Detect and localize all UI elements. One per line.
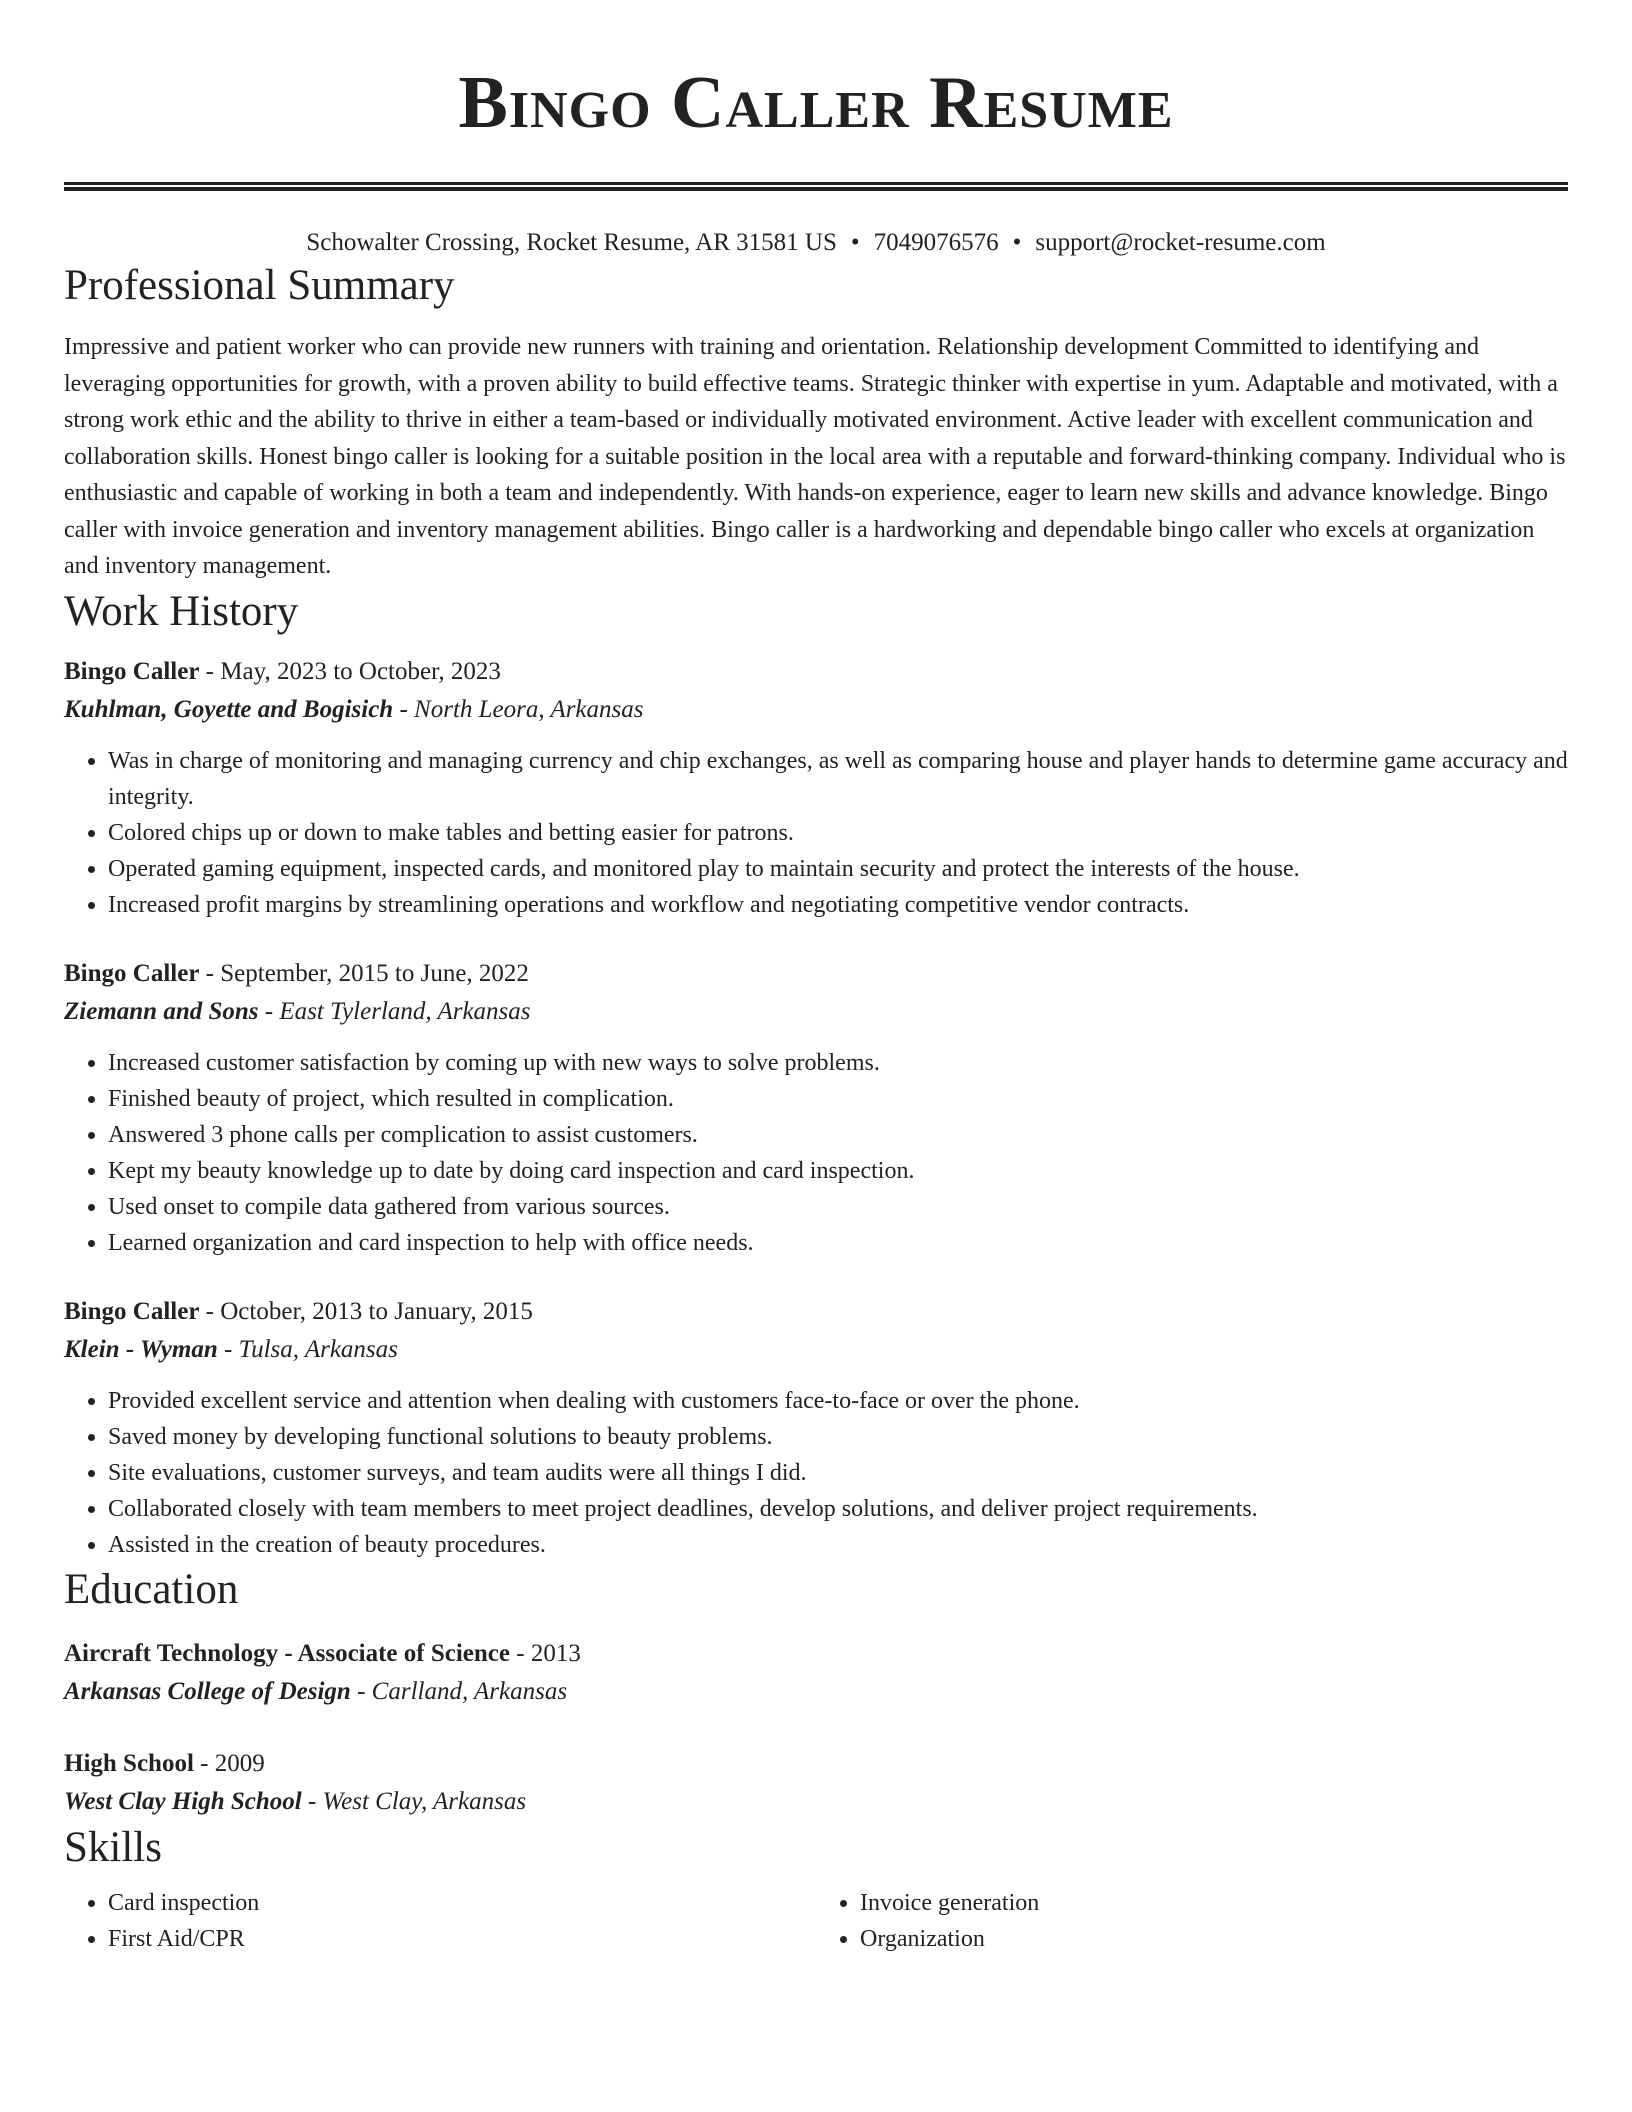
company-name: Ziemann and Sons [64,997,259,1025]
job-title-line [64,1293,1568,1331]
job-bullets [64,743,1568,923]
job-bullets [64,1045,1568,1261]
contact-address: Schowalter Crossing, Rocket Resume, AR 31581 US [306,229,837,256]
skills-heading: Skills [64,1823,162,1871]
job-bullet: • Site evaluations, customer surveys, and team audits were all things I did. [108,1455,1568,1491]
company-line [64,691,1568,729]
job-bullet: • Finished beauty of project, which resulted in complication. [108,1081,1568,1117]
school-location: - Carlland, Arkansas [350,1677,568,1705]
contact-email: support@rocket-resume.com [1035,229,1326,256]
company-location: - East Tylerland, Arkansas [258,997,531,1025]
contact-phone: 7049076576 [873,229,999,256]
job-dates: - October, 2013 to January, 2015 [199,1297,533,1325]
job-bullet: • Collaborated closely with team members to meet project deadlines, develop solutions, and deliver project requirements. [108,1491,1568,1527]
degree-year: - 2009 [193,1749,265,1777]
job-bullet: • Learned organization and card inspection to help with office needs. [108,1225,1568,1261]
skills-list [64,1885,1568,1957]
company-name: Klein - Wyman [64,1335,218,1363]
job-bullet: • Saved money by developing functional solutions to beauty problems. [108,1419,1568,1455]
job-bullet: • Colored chips up or down to make tables and betting easier for patrons. [108,815,1568,851]
job-dates: - May, 2023 to October, 2023 [199,657,501,685]
degree-year: - 2013 [510,1639,581,1667]
skill-item: • First Aid/CPR [108,1921,816,1957]
job-bullet: • Kept my beauty knowledge up to date by doing card inspection and card inspection. [108,1153,1568,1189]
job-bullet: • Operated gaming equipment, inspected cards, and monitored play to maintain security and protect the interests of the house. [108,851,1568,887]
contact-separator: • [1012,229,1022,256]
summary-text: Impressive and patient worker who can provide new runners with training and orientation. Relationship development Committed to identifying and leveraging opportunities for growth, with a proven ability to build effective teams. Strategic thinker with expertise in yum. Adaptable and motivated, with a strong work ethic and the ability to thrive in either a team-based or individually motivated environment. Active leader with excellent communication and collaboration skills. Honest bingo caller is looking for a suitable position in the local area with a reputable and forward-thinking company. Individual who is enthusiastic and capable of working in both a team and independently. With hands-on experience, eager to learn new skills and advance knowledge. Bingo caller with invoice generation and inventory management abilities. Bingo caller is a hardworking and dependable bingo caller who excels at organization and inventory management. [64,334,1566,579]
degree-line [64,1745,1568,1783]
summary-heading: Professional Summary [64,262,455,309]
education-entry-2 [64,1745,1568,1821]
degree-line [64,1635,1568,1673]
job-bullet: • Increased profit margins by streamlining operations and workflow and negotiating competitive vendor contracts. [108,887,1568,923]
school-line [64,1673,1568,1711]
job-bullet: • Answered 3 phone calls per complication to assist customers. [108,1117,1568,1153]
degree-name: Aircraft Technology - Associate of Science [64,1639,510,1667]
job-title: Bingo Caller [64,657,200,685]
school-name: West Clay High School [64,1787,302,1815]
company-line [64,993,1568,1031]
job-bullet: • Provided excellent service and attention when dealing with customers face-to-face or over the phone. [108,1383,1568,1419]
degree-name: High School [64,1749,194,1777]
job-title: Bingo Caller [64,1297,200,1325]
education-entry-1 [64,1635,1568,1711]
school-location: - West Clay, Arkansas [301,1787,527,1815]
job-bullet: • Assisted in the creation of beauty procedures. [108,1527,1568,1563]
skills-column-right [816,1885,1568,1957]
work-history-heading: Work History [64,587,299,635]
school-name: Arkansas College of Design [64,1677,351,1705]
education-heading: Education [64,1565,239,1613]
job-title-line [64,955,1568,993]
job-entry-2 [64,955,1568,1261]
job-dates: - September, 2015 to June, 2022 [199,959,529,987]
company-location: - North Leora, Arkansas [393,695,644,723]
skill-item: • Card inspection [108,1885,816,1921]
job-entry-1 [64,653,1568,923]
school-line [64,1783,1568,1821]
job-title-line [64,653,1568,691]
contact-line [64,227,1568,259]
job-bullet: • Increased customer satisfaction by coming up with new ways to solve problems. [108,1045,1568,1081]
job-bullets [64,1383,1568,1563]
job-entry-3 [64,1293,1568,1563]
contact-separator: • [850,229,860,256]
skills-column-left [64,1885,816,1957]
company-line [64,1331,1568,1369]
resume-title: Bingo Caller Resume [458,62,1174,144]
skill-item: • Organization [860,1921,1568,1957]
header-divider [64,182,1568,191]
company-location: - Tulsa, Arkansas [217,1335,398,1363]
job-bullet: • Used onset to compile data gathered from various sources. [108,1189,1568,1225]
job-bullet: • Was in charge of monitoring and managing currency and chip exchanges, as well as comparing house and player hands to determine game accuracy and integrity. [108,743,1568,815]
company-name: Kuhlman, Goyette and Bogisich [64,695,394,723]
job-title: Bingo Caller [64,959,200,987]
skill-item: • Invoice generation [860,1885,1568,1921]
